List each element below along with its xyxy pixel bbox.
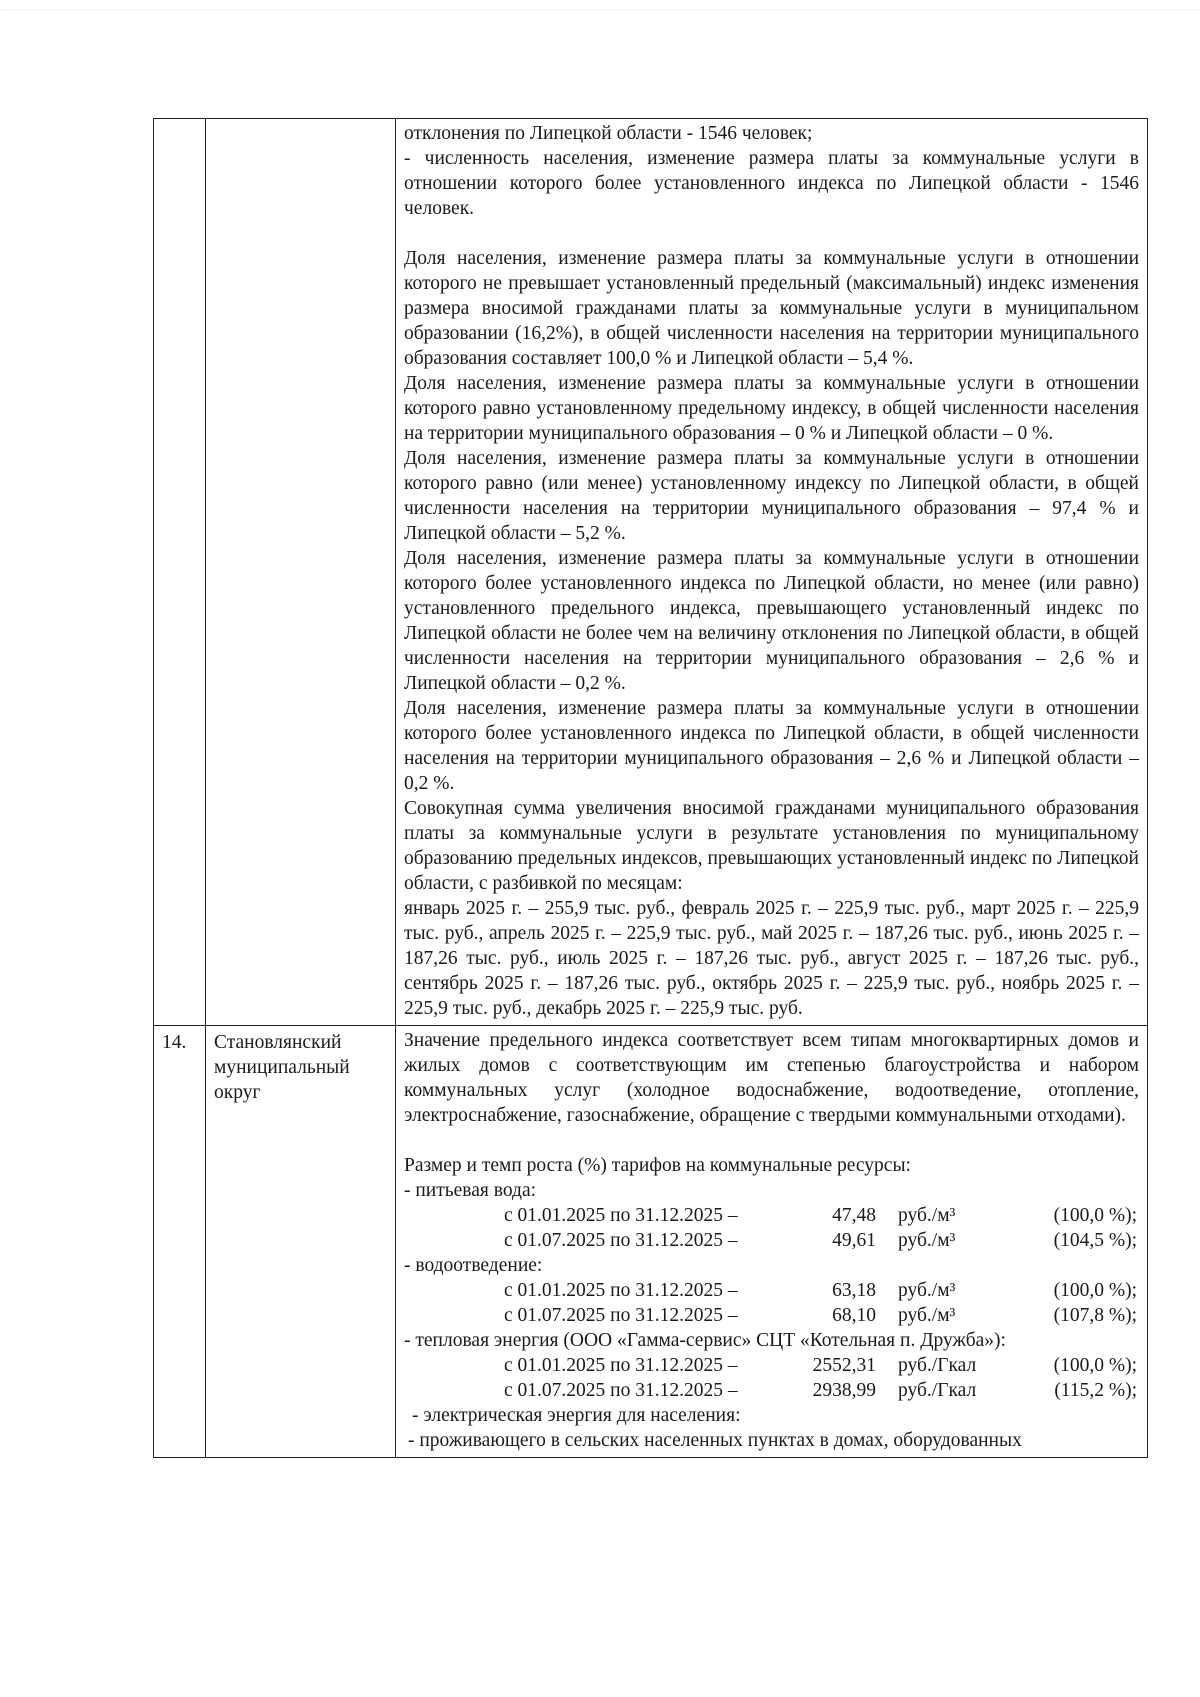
- paragraph: Доля населения, изменение размера платы за коммунальные услуги в отношении которого не превышает установленный предельный (максимальный) индекс изменения размера вносимой гражданами платы за коммунальные услуги в муниципальном образовании (16,2%), в общей численности населения на территории муниципального образования составляет 100,0 % и Липецкой области – 5,4 %.: [404, 248, 1139, 369]
- electric-sub: - проживающего в сельских населенных пунктах в домах, оборудованных: [408, 1430, 1022, 1451]
- paragraph: Доля населения, изменение размера платы за коммунальные услуги в отношении которого более установленного индекса по Липецкой области, но менее (или равно) установленного предельного индекса, превышающего установленный индекс по Липецкой области не более чем на величину отклонения по Липецкой области, в общей численности населения на территории муниципального образования – 2,6 % и Липецкой области – 0,2 %.: [404, 548, 1139, 694]
- municipality-cell: [206, 1026, 396, 1458]
- tariffs-heading: Размер и темп роста (%) тарифов на коммунальные ресурсы:: [404, 1155, 911, 1176]
- paragraph: Значение предельного индекса соответствует всем типам многоквартирных домов и жилых домов с соответствующим им степенью благоустройства и набором коммунальных услуг (холодное водоснабжение, водоотведение, отопление, электроснабжение, газоснабжение, обращение с твердыми коммунальными отходами).: [404, 1030, 1139, 1126]
- paragraph: Доля населения, изменение размера платы за коммунальные услуги в отношении которого равно (или менее) установленному индексу по Липецкой области, в общей численности населения на территории муниципального образования – 97,4 % и Липецкой области – 5,2 %.: [404, 448, 1139, 544]
- description-cell: [396, 119, 1148, 1026]
- scan-edge-line: [0, 10, 1200, 12]
- row-number: 14.: [162, 1032, 187, 1053]
- monthly-breakdown: январь 2025 г. – 255,9 тыс. руб., февраль 2025 г. – 225,9 тыс. руб., март 2025 г. – 225,9 тыс. руб., апрель 2025 г. – 225,9 тыс. руб., май 2025 г. – 187,26 тыс. руб., июнь 2025 г. – 187,26 тыс. руб., июль 2025 г. – 187,26 тыс. руб., август 2025 г. – 187,26 тыс. руб., сентябрь 2025 г. – 187,26 тыс. руб., октябрь 2025 г. – 225,9 тыс. руб., ноябрь 2025 г. – 225,9 тыс. руб., декабрь 2025 г. – 225,9 тыс. руб.: [404, 898, 1139, 1019]
- paragraph: Совокупная сумма увеличения вносимой гражданами муниципального образования платы за коммунальные услуги в результате установления по муниципальному образованию предельных индексов, превышающих установленный индекс по Липецкой области, с разбивкой по месяцам:: [404, 798, 1139, 894]
- paragraph: Доля населения, изменение размера платы за коммунальные услуги в отношении которого равно установленному предельному индексу, в общей численности населения на территории муниципального образования – 0 % и Липецкой области – 0 %.: [404, 373, 1139, 444]
- tariff-line: с 01.01.2025 по 31.12.2025 – 2552,31 руб./Гкал (100,0 %);: [504, 1355, 1137, 1376]
- municipality-name: Становлянский муниципальный округ: [214, 1032, 350, 1103]
- table-row: [154, 119, 1148, 1026]
- row-number-cell: [154, 119, 206, 1026]
- description-cell: [396, 1026, 1148, 1458]
- tariff-line: с 01.01.2025 по 31.12.2025 – 47,48 руб./м³ (100,0 %);: [504, 1205, 1137, 1226]
- row-number-cell: [154, 1026, 206, 1458]
- sewage-label: - водоотведение:: [404, 1255, 543, 1276]
- paragraph: отклонения по Липецкой области - 1546 человек;: [404, 123, 813, 144]
- tariff-line: с 01.07.2025 по 31.12.2025 – 49,61 руб./м³ (104,5 %);: [504, 1230, 1137, 1251]
- tariff-table: [153, 118, 1148, 1458]
- electric-label: - электрическая энергия для населения:: [412, 1405, 741, 1426]
- tariff-line: с 01.07.2025 по 31.12.2025 – 68,10 руб./м³ (107,8 %);: [504, 1305, 1137, 1326]
- paragraph: Доля населения, изменение размера платы за коммунальные услуги в отношении которого более установленного индекса по Липецкой области, в общей численности населения на территории муниципального образования – 2,6 % и Липецкой области – 0,2 %.: [404, 698, 1139, 794]
- water-label: - питьевая вода:: [404, 1180, 537, 1201]
- paragraph: - численность населения, изменение размера платы за коммунальные услуги в отношении которого более установленного индекса по Липецкой области - 1546 человек.: [404, 148, 1139, 219]
- heat-label: - тепловая энергия (ООО «Гамма-сервис» СЦТ «Котельная п. Дружба»):: [404, 1330, 1006, 1351]
- tariff-line: с 01.01.2025 по 31.12.2025 – 63,18 руб./м³ (100,0 %);: [504, 1280, 1137, 1301]
- table-row: [154, 1026, 1148, 1458]
- tariff-line: с 01.07.2025 по 31.12.2025 – 2938,99 руб./Гкал (115,2 %);: [504, 1380, 1137, 1401]
- municipality-cell: [206, 119, 396, 1026]
